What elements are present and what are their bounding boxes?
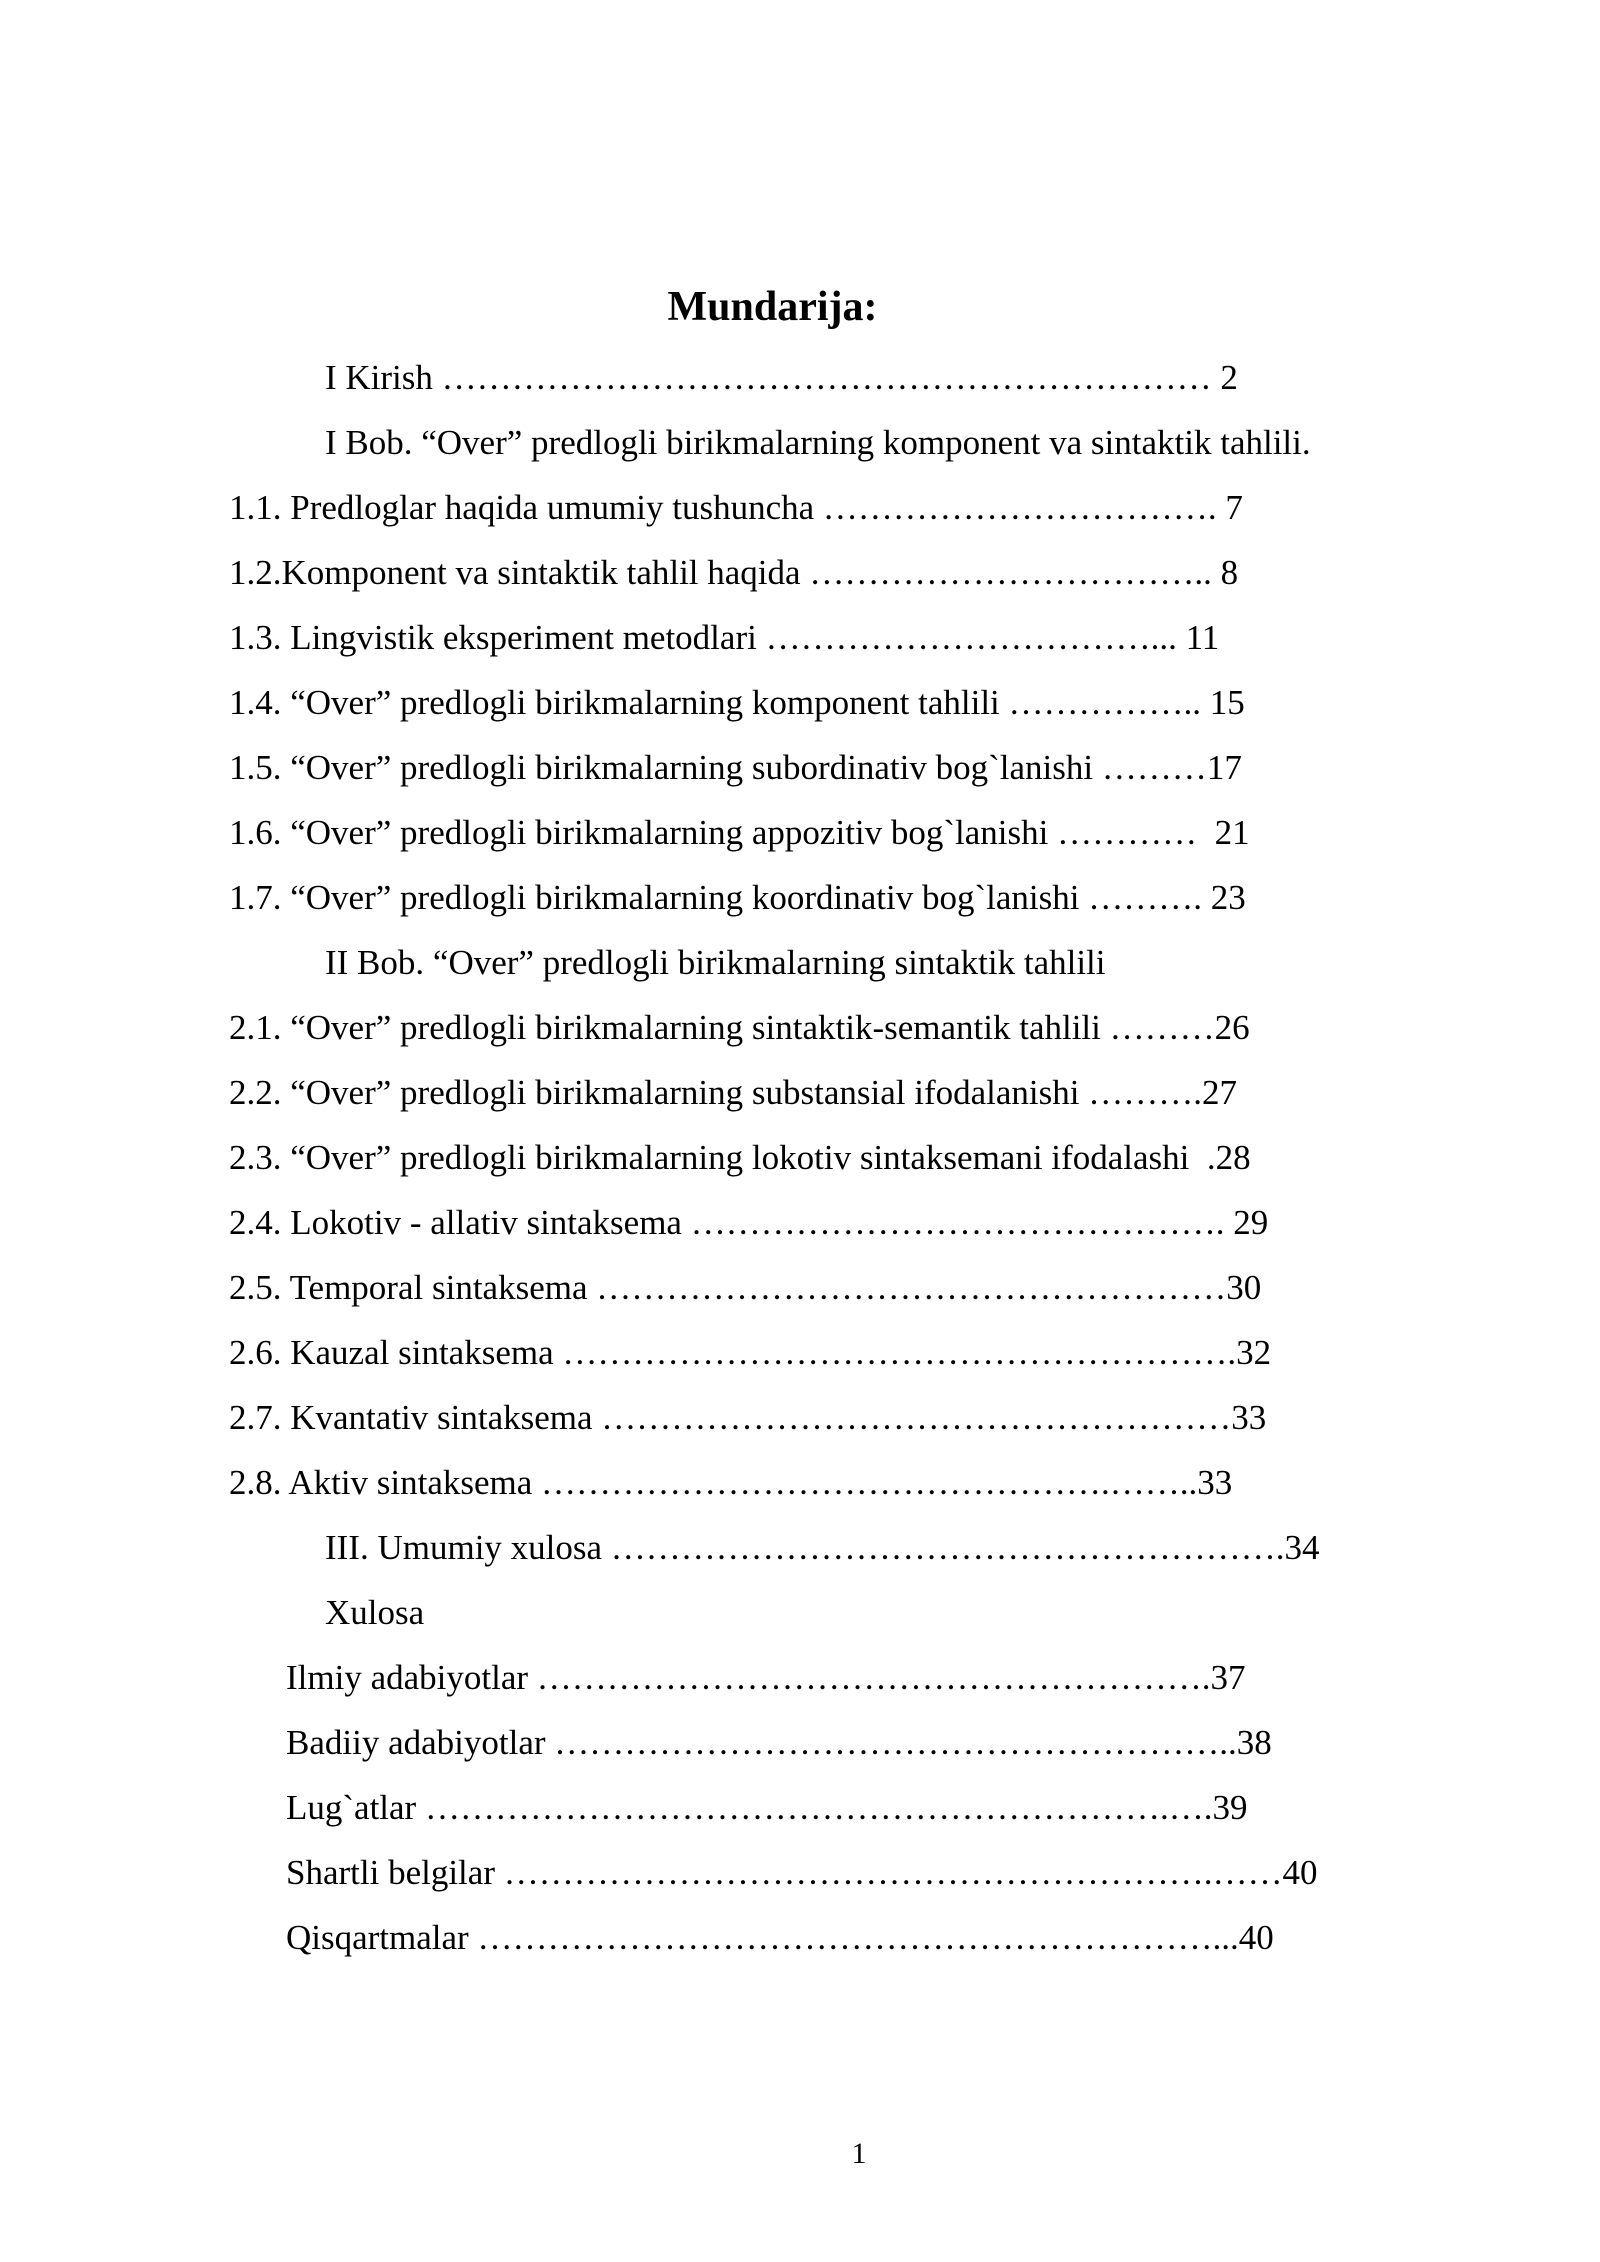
toc-entry-chapter-1: I Bob. “Over” predlogli birikmalarning komponent va sintaktik tahlili. [325, 423, 1311, 462]
toc-entry-kirish: I Kirish ………………………………………………………… 2 [325, 358, 1238, 397]
toc-entry-1-4: 1.4. “Over” predlogli birikmalarning komponent tahlili …………….. 15 [229, 683, 1245, 722]
toc-entry-2-1: 2.1. “Over” predlogli birikmalarning sintaktik-semantik tahlili ………26 [229, 1008, 1250, 1047]
toc-entry-2-7: 2.7. Kvantativ sintaksema ………………………………………………33 [229, 1398, 1267, 1437]
toc-entry-2-8: 2.8. Aktiv sintaksema ………………………………………….……..33 [229, 1463, 1233, 1502]
toc-entry-2-2: 2.2. “Over” predlogli birikmalarning substansial ifodalanishi ……….27 [229, 1073, 1237, 1112]
toc-entry-chapter-3: III. Umumiy xulosa ………………………………………………….34 [325, 1528, 1320, 1567]
toc-entry-2-6: 2.6. Kauzal sintaksema ………………………………………………….32 [229, 1333, 1272, 1372]
toc-entry-1-2: 1.2.Komponent va sintaktik tahlil haqida …………………………….. 8 [229, 553, 1239, 592]
toc-entry-2-5: 2.5. Temporal sintaksema ………………………………………………30 [229, 1268, 1262, 1307]
toc-entry-1-1: 1.1. Predloglar haqida umumiy tushuncha ……………………………. 7 [229, 488, 1243, 527]
toc-title: Mundarija: [667, 284, 878, 330]
toc-entry-ilmiy-adabiyotlar: Ilmiy adabiyotlar ………………………………………………….37 [286, 1658, 1246, 1697]
toc-entry-badiiy-adabiyotlar: Badiiy adabiyotlar …………………………………………………..38 [286, 1723, 1272, 1762]
toc-entry-xulosa: Xulosa [325, 1593, 425, 1632]
page-number: 1 [851, 2137, 867, 2170]
toc-entry-qisqartmalar: Qisqartmalar ………………………………………………………...40 [286, 1918, 1274, 1957]
toc-entry-1-6: 1.6. “Over” predlogli birikmalarning appozitiv bog`lanishi ………… 21 [229, 813, 1250, 852]
toc-entry-2-3: 2.3. “Over” predlogli birikmalarning lokotiv sintaksemani ifodalashi .28 [229, 1138, 1251, 1177]
toc-entry-lugatlar: Lug`atlar ……………………………………………………….….39 [286, 1788, 1248, 1827]
toc-entry-1-3: 1.3. Lingvistik eksperiment metodlari ……………………………... 11 [229, 618, 1220, 657]
toc-entry-1-5: 1.5. “Over” predlogli birikmalarning subordinativ bog`lanishi ………17 [229, 748, 1242, 787]
toc-entry-shartli-belgilar: Shartli belgilar …………………………………………………….……40 [286, 1853, 1318, 1892]
toc-entry-chapter-2: II Bob. “Over” predlogli birikmalarning sintaktik tahlili [325, 943, 1106, 982]
toc-entry-1-7: 1.7. “Over” predlogli birikmalarning koordinativ bog`lanishi ………. 23 [229, 878, 1246, 917]
toc-entry-2-4: 2.4. Lokotiv - allativ sintaksema ………………………………………. 29 [229, 1203, 1269, 1242]
